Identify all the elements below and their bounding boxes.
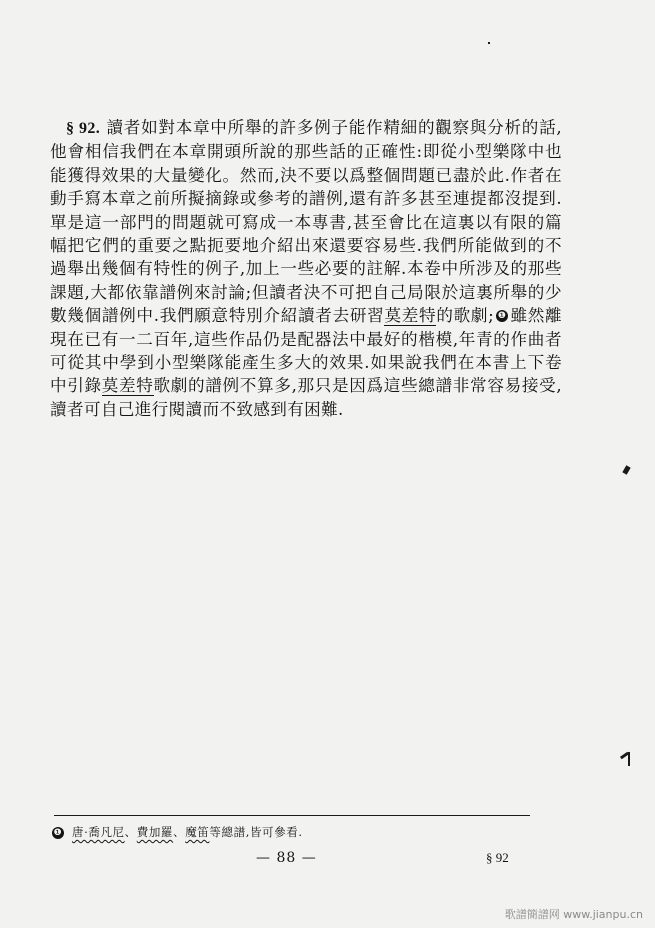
section-reference: § 92: [486, 850, 509, 865]
scan-speck-top: [488, 42, 490, 44]
body-text-part-2: 的歌劇;: [436, 306, 495, 326]
footnote-opera-3: 魔笛: [185, 825, 210, 839]
page-number: — 88 —: [256, 850, 317, 866]
scan-speck-edge: [628, 752, 630, 766]
footnote-opera-1: 唐·喬凡尼: [72, 825, 125, 839]
body-text-part-4: 歌劇的譜例不算多,那只是因爲這些總譜非常容易接受,讀者可自己進行閱讀而不致感到有困難.: [50, 376, 562, 419]
section-label: § 92.: [66, 120, 101, 137]
footnote-marker[interactable]: ❶: [497, 311, 507, 322]
footnote-separator-1: 、: [124, 825, 137, 839]
footnote-suffix: 等總譜,皆可參看.: [209, 825, 303, 839]
footnote-divider: [54, 815, 530, 816]
composer-name: 莫差特: [384, 306, 437, 326]
body-text-part-1: 讀者如對本章中所舉的許多例子能作精細的觀察與分析的話,他會相信我們在本章開頭所說的那些話的正確性:即從小型樂隊中也能獲得效果的大量變化。然而,決不要以爲整個問題已盡於此.作者在動手寫本章之前所擬摘錄或參考的譜例,還有許多甚至連提都沒提到.單是這一部門的問題就可寫成一本專書,甚至會比在這裏以有限的篇幅把它們的重要之點扼要地介紹出來還要容易些.我們所能做到的不過舉出幾個有特性的例子,加上一些必要的註解.本卷中所涉及的那些課題,大都依靠譜例來討論;但讀者決不可把自己局限於這裏所舉的少數幾個譜例中.我們願意特別介紹讀者去研習: [50, 118, 563, 326]
composer-name-2: 莫差特: [101, 376, 154, 396]
site-watermark: 歌譜簡譜网 www.jianpu.cn: [504, 908, 643, 921]
footnote-opera-2: 費加羅: [136, 825, 174, 839]
footnote-separator-2: 、: [173, 825, 186, 839]
scan-speck-right: [622, 465, 630, 474]
body-text-part-3: 雖然離現在已有一二百年,這些作品仍是配器法中最好的楷模,年青的作曲者可從其中學到小型樂隊能產生多大的效果.如果說我們在本書上下卷中引錄: [50, 306, 562, 396]
footnote-mark: ❶: [53, 828, 63, 838]
body-paragraph: [50, 116, 562, 421]
footnote: [50, 824, 303, 840]
